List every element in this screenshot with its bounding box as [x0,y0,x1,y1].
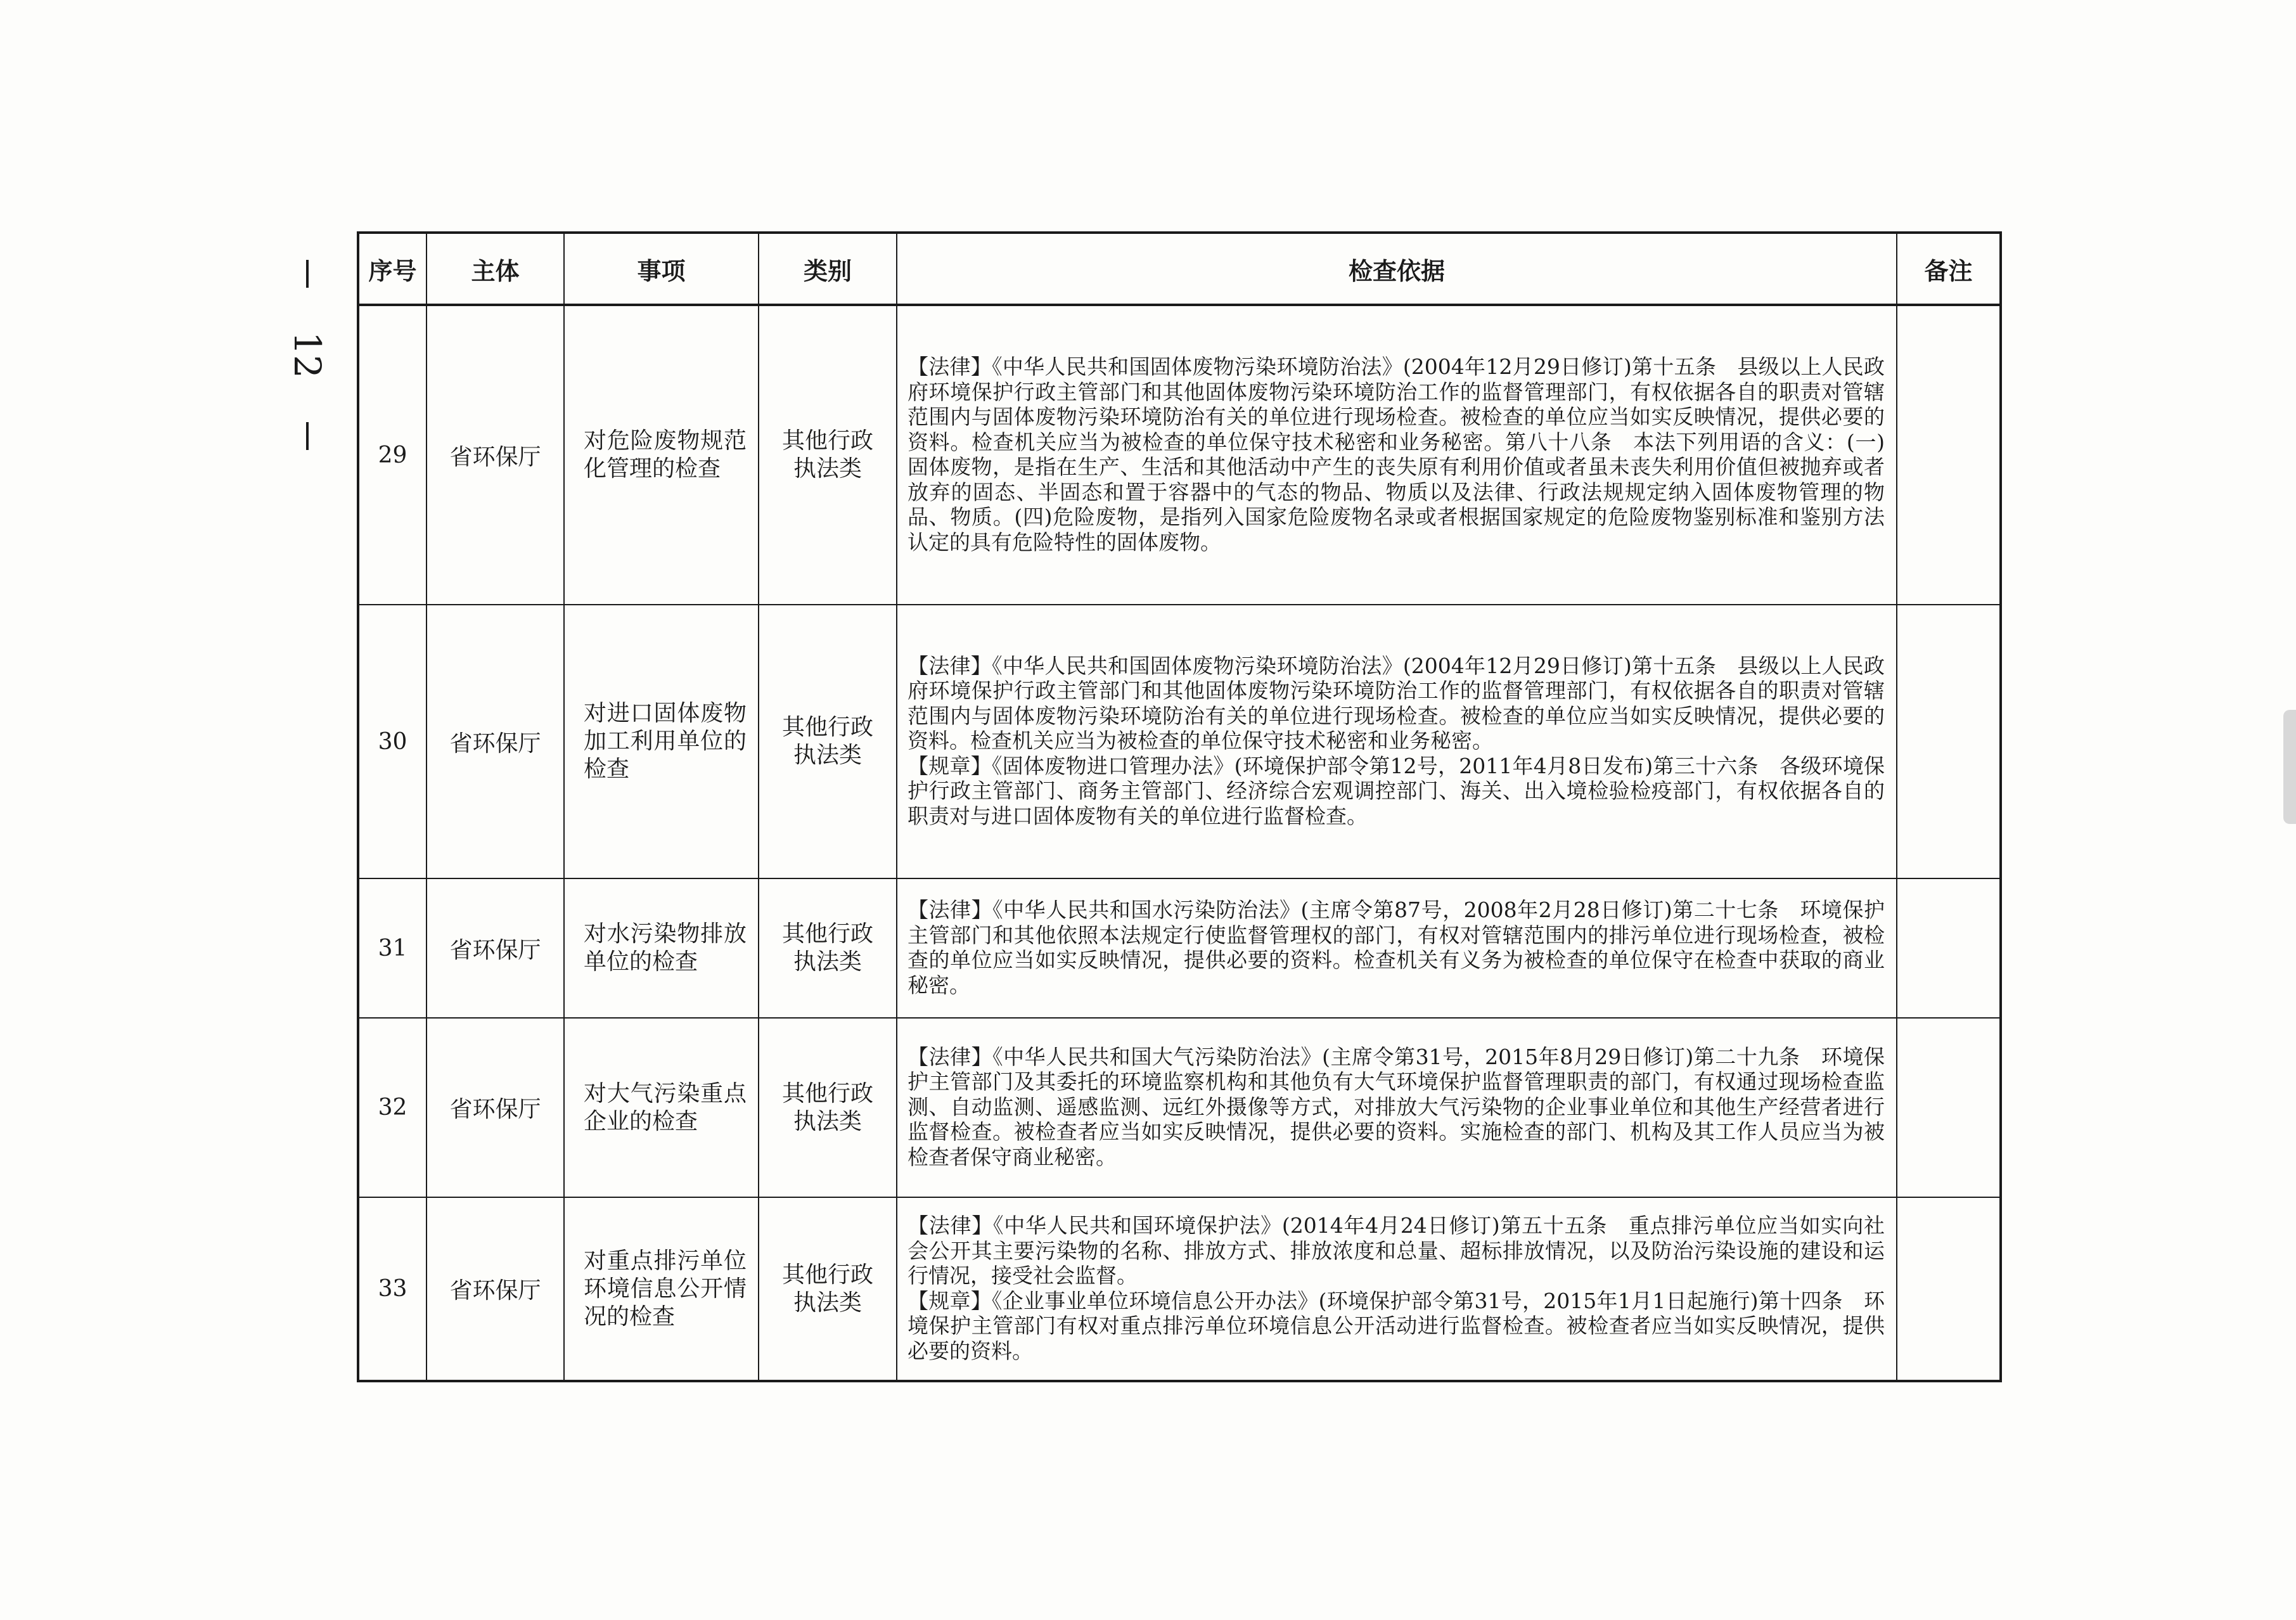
row-category [759,1018,897,1197]
row-category [759,1197,897,1381]
row-no: 33 [358,1197,426,1381]
table-row [358,1018,2001,1197]
row-item: 对大气污染重点企业的检查 [564,1018,759,1197]
row-category-text: 其他行政执法类 [781,921,873,975]
inspection-table [357,231,2002,1382]
row-no: 31 [358,878,426,1018]
row-remark [1897,878,2001,1018]
row-category [759,878,897,1018]
basis-paragraph: 【法律】《中华人民共和国环境保护法》(2014年4月24日修订)第五十五条 重点排污单位应当如实向社会公开其主要污染物的名称、排放方式、排放浓度和总量、超标排放情况，以及防治污染设施的建设和运行情况，接受社会监督。 [907,1213,1885,1288]
table-row [358,1197,2001,1381]
row-remark [1897,305,2001,605]
basis-paragraph: 【法律】《中华人民共和国固体废物污染环境防治法》(2004年12月29日修订)第十五条 县级以上人民政府环境保护行政主管部门和其他固体废物污染环境防治工作的监督管理部门，有权依据各自的职责对管辖范围内与固体废物污染环境防治有关的单位进行现场检查。被检查的单位应当如实反映情况，提供必要的资料。检查机关应当为被检查的单位保守技术秘密和业务秘密。 [907,653,1885,754]
header-category: 类别 [759,233,897,305]
basis-paragraph: 【法律】《中华人民共和国大气污染防治法》(主席令第31号，2015年8月29日修订)第二十九条 环境保护主管部门及其委托的环境监察机构和其他负有大气环境保护监督管理职责的部门，有权通过现场检查监测、自动监测、遥感监测、远红外摄像等方式，对排放大气污染物的企业事业单位和其他生产经营者进行监督检查。被检查者应当如实反映情况，提供必要的资料。实施检查的部门、机构及其工作人员应当为被检查者保守商业秘密。 [907,1044,1885,1169]
table-header-row [358,233,2001,305]
row-item: 对进口固体废物加工利用单位的检查 [564,605,759,878]
row-category-text: 其他行政执法类 [781,428,873,482]
row-no: 29 [358,305,426,605]
header-basis: 检查依据 [897,233,1897,305]
row-item: 对重点排污单位环境信息公开情况的检查 [564,1197,759,1381]
row-subject: 省环保厅 [426,1018,564,1197]
basis-paragraph: 【法律】《中华人民共和国水污染防治法》(主席令第87号，2008年2月28日修订)第二十七条 环境保护主管部门和其他依照本法规定行使监督管理权的部门，有权对管辖范围内的排污单位进行现场检查，被检查的单位应当如实反映情况，提供必要的资料。检查机关有义务为被检查的单位保守在检查中获取的商业秘密。 [907,897,1885,998]
row-remark [1897,1018,2001,1197]
row-basis [897,605,1897,878]
page-number [286,260,329,450]
row-subject: 省环保厅 [426,1197,564,1381]
row-category [759,305,897,605]
row-item: 对危险废物规范化管理的检查 [564,305,759,605]
header-remark: 备注 [1897,233,2001,305]
row-basis [897,1018,1897,1197]
row-basis [897,878,1897,1018]
page-number-dash-top [306,260,309,288]
row-basis [897,305,1897,605]
row-subject: 省环保厅 [426,878,564,1018]
row-no: 32 [358,1018,426,1197]
row-no: 30 [358,605,426,878]
page-number-dash-bottom [306,422,309,450]
table-row [358,305,2001,605]
row-subject: 省环保厅 [426,605,564,878]
header-no: 序号 [358,233,426,305]
row-remark [1897,1197,2001,1381]
scan-edge-mark [2283,710,2296,824]
row-basis [897,1197,1897,1381]
row-remark [1897,605,2001,878]
basis-paragraph: 【法律】《中华人民共和国固体废物污染环境防治法》(2004年12月29日修订)第十五条 县级以上人民政府环境保护行政主管部门和其他固体废物污染环境防治工作的监督管理部门，有权依据各自的职责对管辖范围内与固体废物污染环境防治有关的单位进行现场检查。被检查的单位应当如实反映情况，提供必要的资料。检查机关应当为被检查的单位保守技术秘密和业务秘密。第八十八条 本法下列用语的含义：(一)固体废物，是指在生产、生活和其他活动中产生的丧失原有利用价值或者虽未丧失利用价值但被抛弃或者放弃的固态、半固态和置于容器中的气态的物品、物质以及法律、行政法规规定纳入固体废物管理的物品、物质。(四)危险废物，是指列入国家危险废物名录或者根据国家规定的危险废物鉴别标准和鉴别方法认定的具有危险特性的固体废物。 [907,354,1885,555]
row-subject: 省环保厅 [426,305,564,605]
basis-paragraph: 【规章】《固体废物进口管理办法》(环境保护部令第12号，2011年4月8日发布)第三十六条 各级环境保护行政主管部门、商务主管部门、经济综合宏观调控部门、海关、出入境检验检疫部门，有权依据各自的职责对与进口固体废物有关的单位进行监督检查。 [907,753,1885,828]
header-subject: 主体 [426,233,564,305]
row-category-text: 其他行政执法类 [781,1080,873,1135]
basis-paragraph: 【规章】《企业事业单位环境信息公开办法》(环境保护部令第31号，2015年1月1日起施行)第十四条 环境保护主管部门有权对重点排污单位环境信息公开活动进行监督检查。被检查者应当如实反映情况，提供必要的资料。 [907,1288,1885,1363]
page-number-text: 12 [286,331,329,378]
row-category-text: 其他行政执法类 [781,1261,873,1316]
table-row [358,605,2001,878]
row-item: 对水污染物排放单位的检查 [564,878,759,1018]
header-item: 事项 [564,233,759,305]
row-category [759,605,897,878]
table-row [358,878,2001,1018]
row-category-text: 其他行政执法类 [781,714,873,768]
